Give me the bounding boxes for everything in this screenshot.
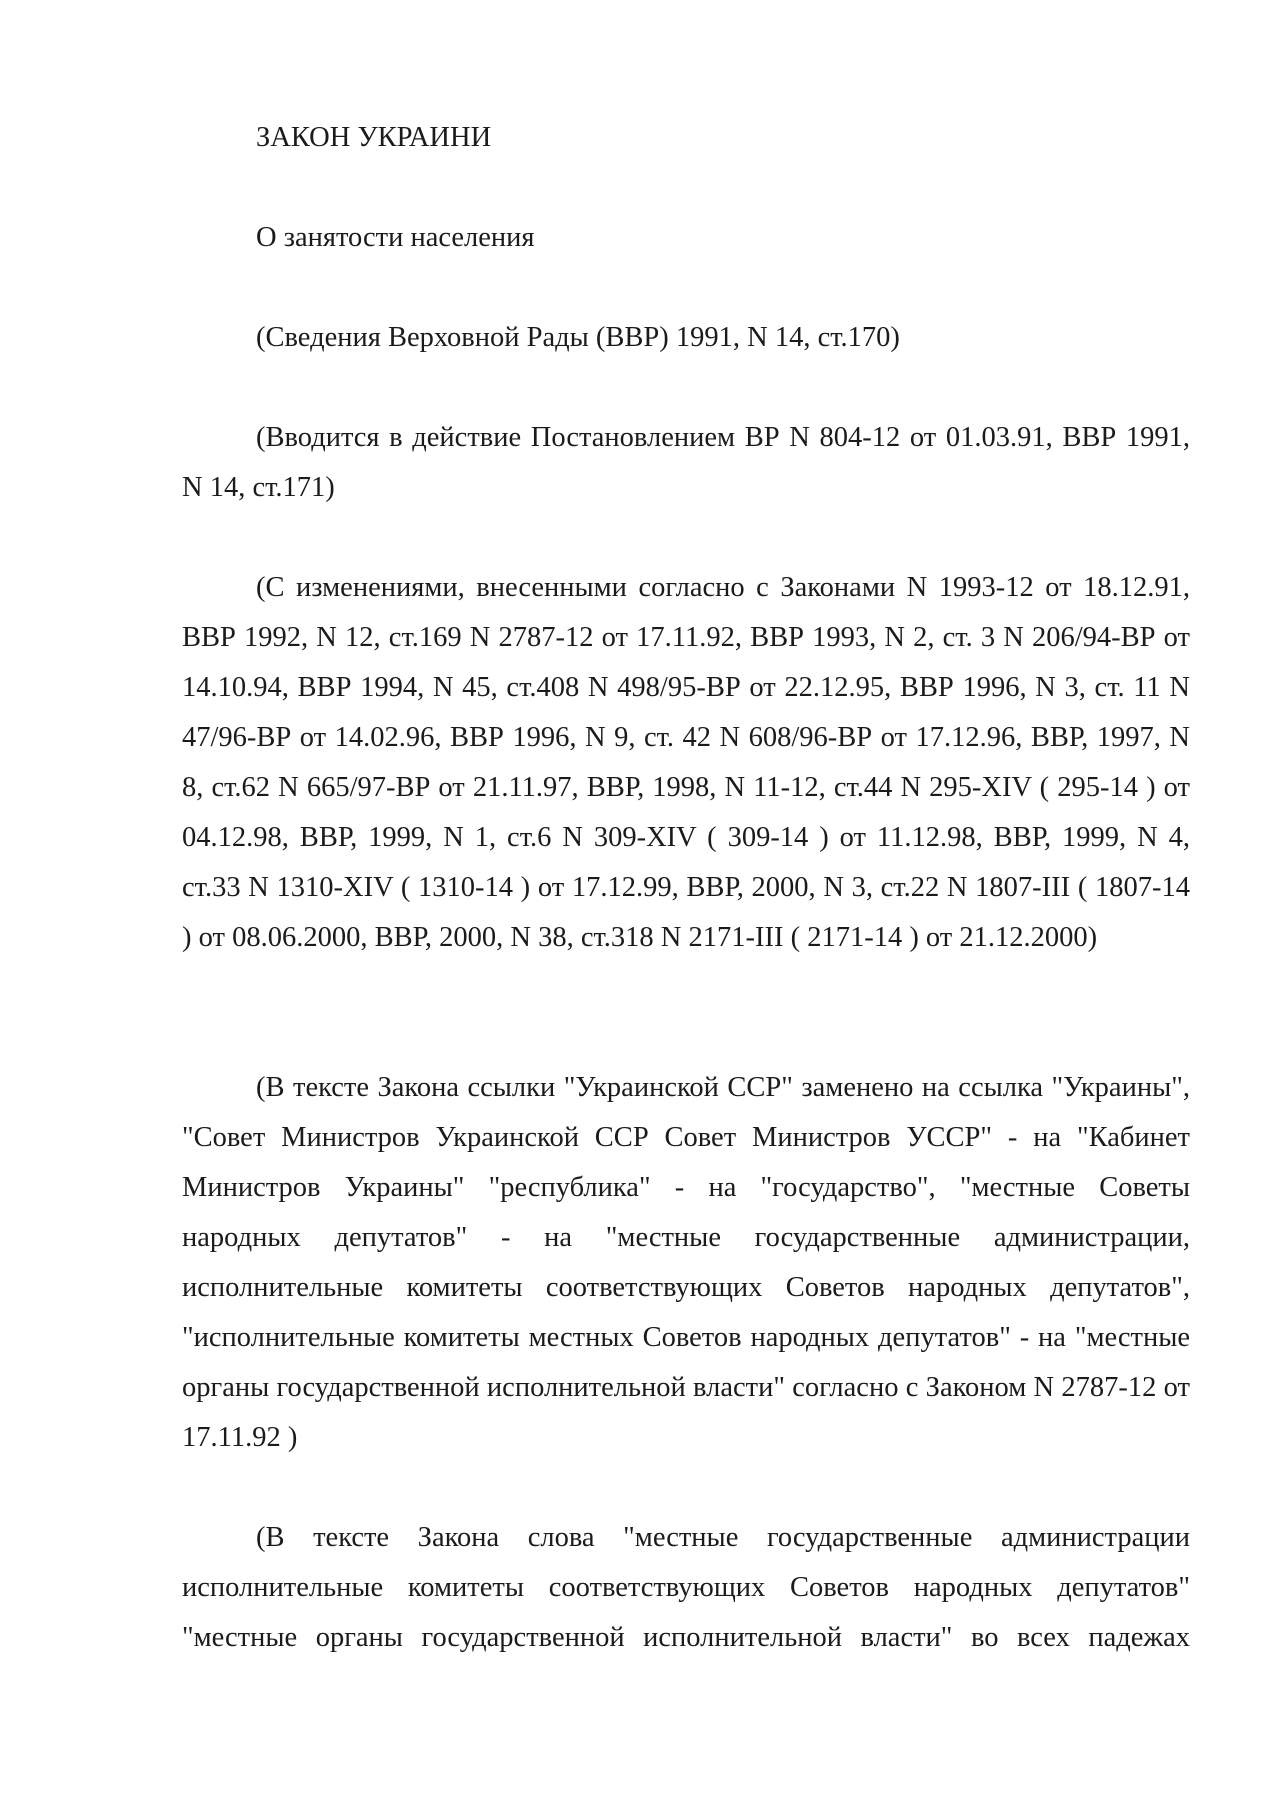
amendments-paragraph: (С изменениями, внесенными согласно с Законами N 1993-12 от 18.12.91, ВВР 1992, N 12, ст.169 N 2787-12 от 17.11.92, ВВР 1993, N 2, ст. 3 N 206/94-ВР от 14.10.94, ВВР 1994, N 45, ст.408 N 498/95-ВР от 22.12.95, ВВР 1996, N 3, ст. 11 N 47/96-ВР от 14.02.96, ВВР 1996, N 9, ст. 42 N 608/96-ВР от 17.12.96, ВВР, 1997, N 8, ст.62 N 665/97-ВР от 21.11.97, ВВР, 1998, N 11-12, ст.44 N 295-XIV ( 295-14 ) от 04.12.98, ВВР, 1999, N 1, ст.6 N 309-XIV ( 309-14 ) от 11.12.98, ВВР, 1999, N 4, ст.33 N 1310-XIV ( 1310-14 ) от 17.12.99, ВВР, 2000, N 3, ст.22 N 1807-III ( 1807-14 ) от 08.06.2000, ВВР, 2000, N 38, ст.318 N 2171-III ( 2171-14 ) от 21.12.2000) xyxy=(182,572,1190,953)
law-title: ЗАКОН УКРАИНИ xyxy=(256,122,492,153)
enactment-paragraph: (Вводится в действие Постановлением ВР N 804-12 от 01.03.91, ВВР 1991, N 14, ст.171) xyxy=(182,422,1190,503)
law-subtitle: О занятости населения xyxy=(256,222,535,253)
replacement-note-paragraph-continued: (В тексте Закона слова "местные государственные администрации исполнительные комитеты соответствующих Советов народных депутатов" "местные органы государственной исполнительной власти" во всех падежах xyxy=(182,1522,1190,1653)
replacement-note-paragraph: (В тексте Закона ссылки "Украинской ССР" заменено на ссылка "Украины", "Совет Министров Украинской ССР Совет Министров УССР" - на "Кабинет Министров Украины" "республика" - на "государство", "местные Советы народных депутатов" - на "местные государственные администрации, исполнительные комитеты соответствующих Советов народных депутатов", "исполнительные комитеты местных Советов народных депутатов" - на "местные органы государственной исполнительной власти" согласно с Законом N 2787-12 от 17.11.92 ) xyxy=(182,1072,1190,1453)
source-reference: (Сведения Верховной Рады (ВВР) 1991, N 14, ст.170) xyxy=(256,322,900,353)
